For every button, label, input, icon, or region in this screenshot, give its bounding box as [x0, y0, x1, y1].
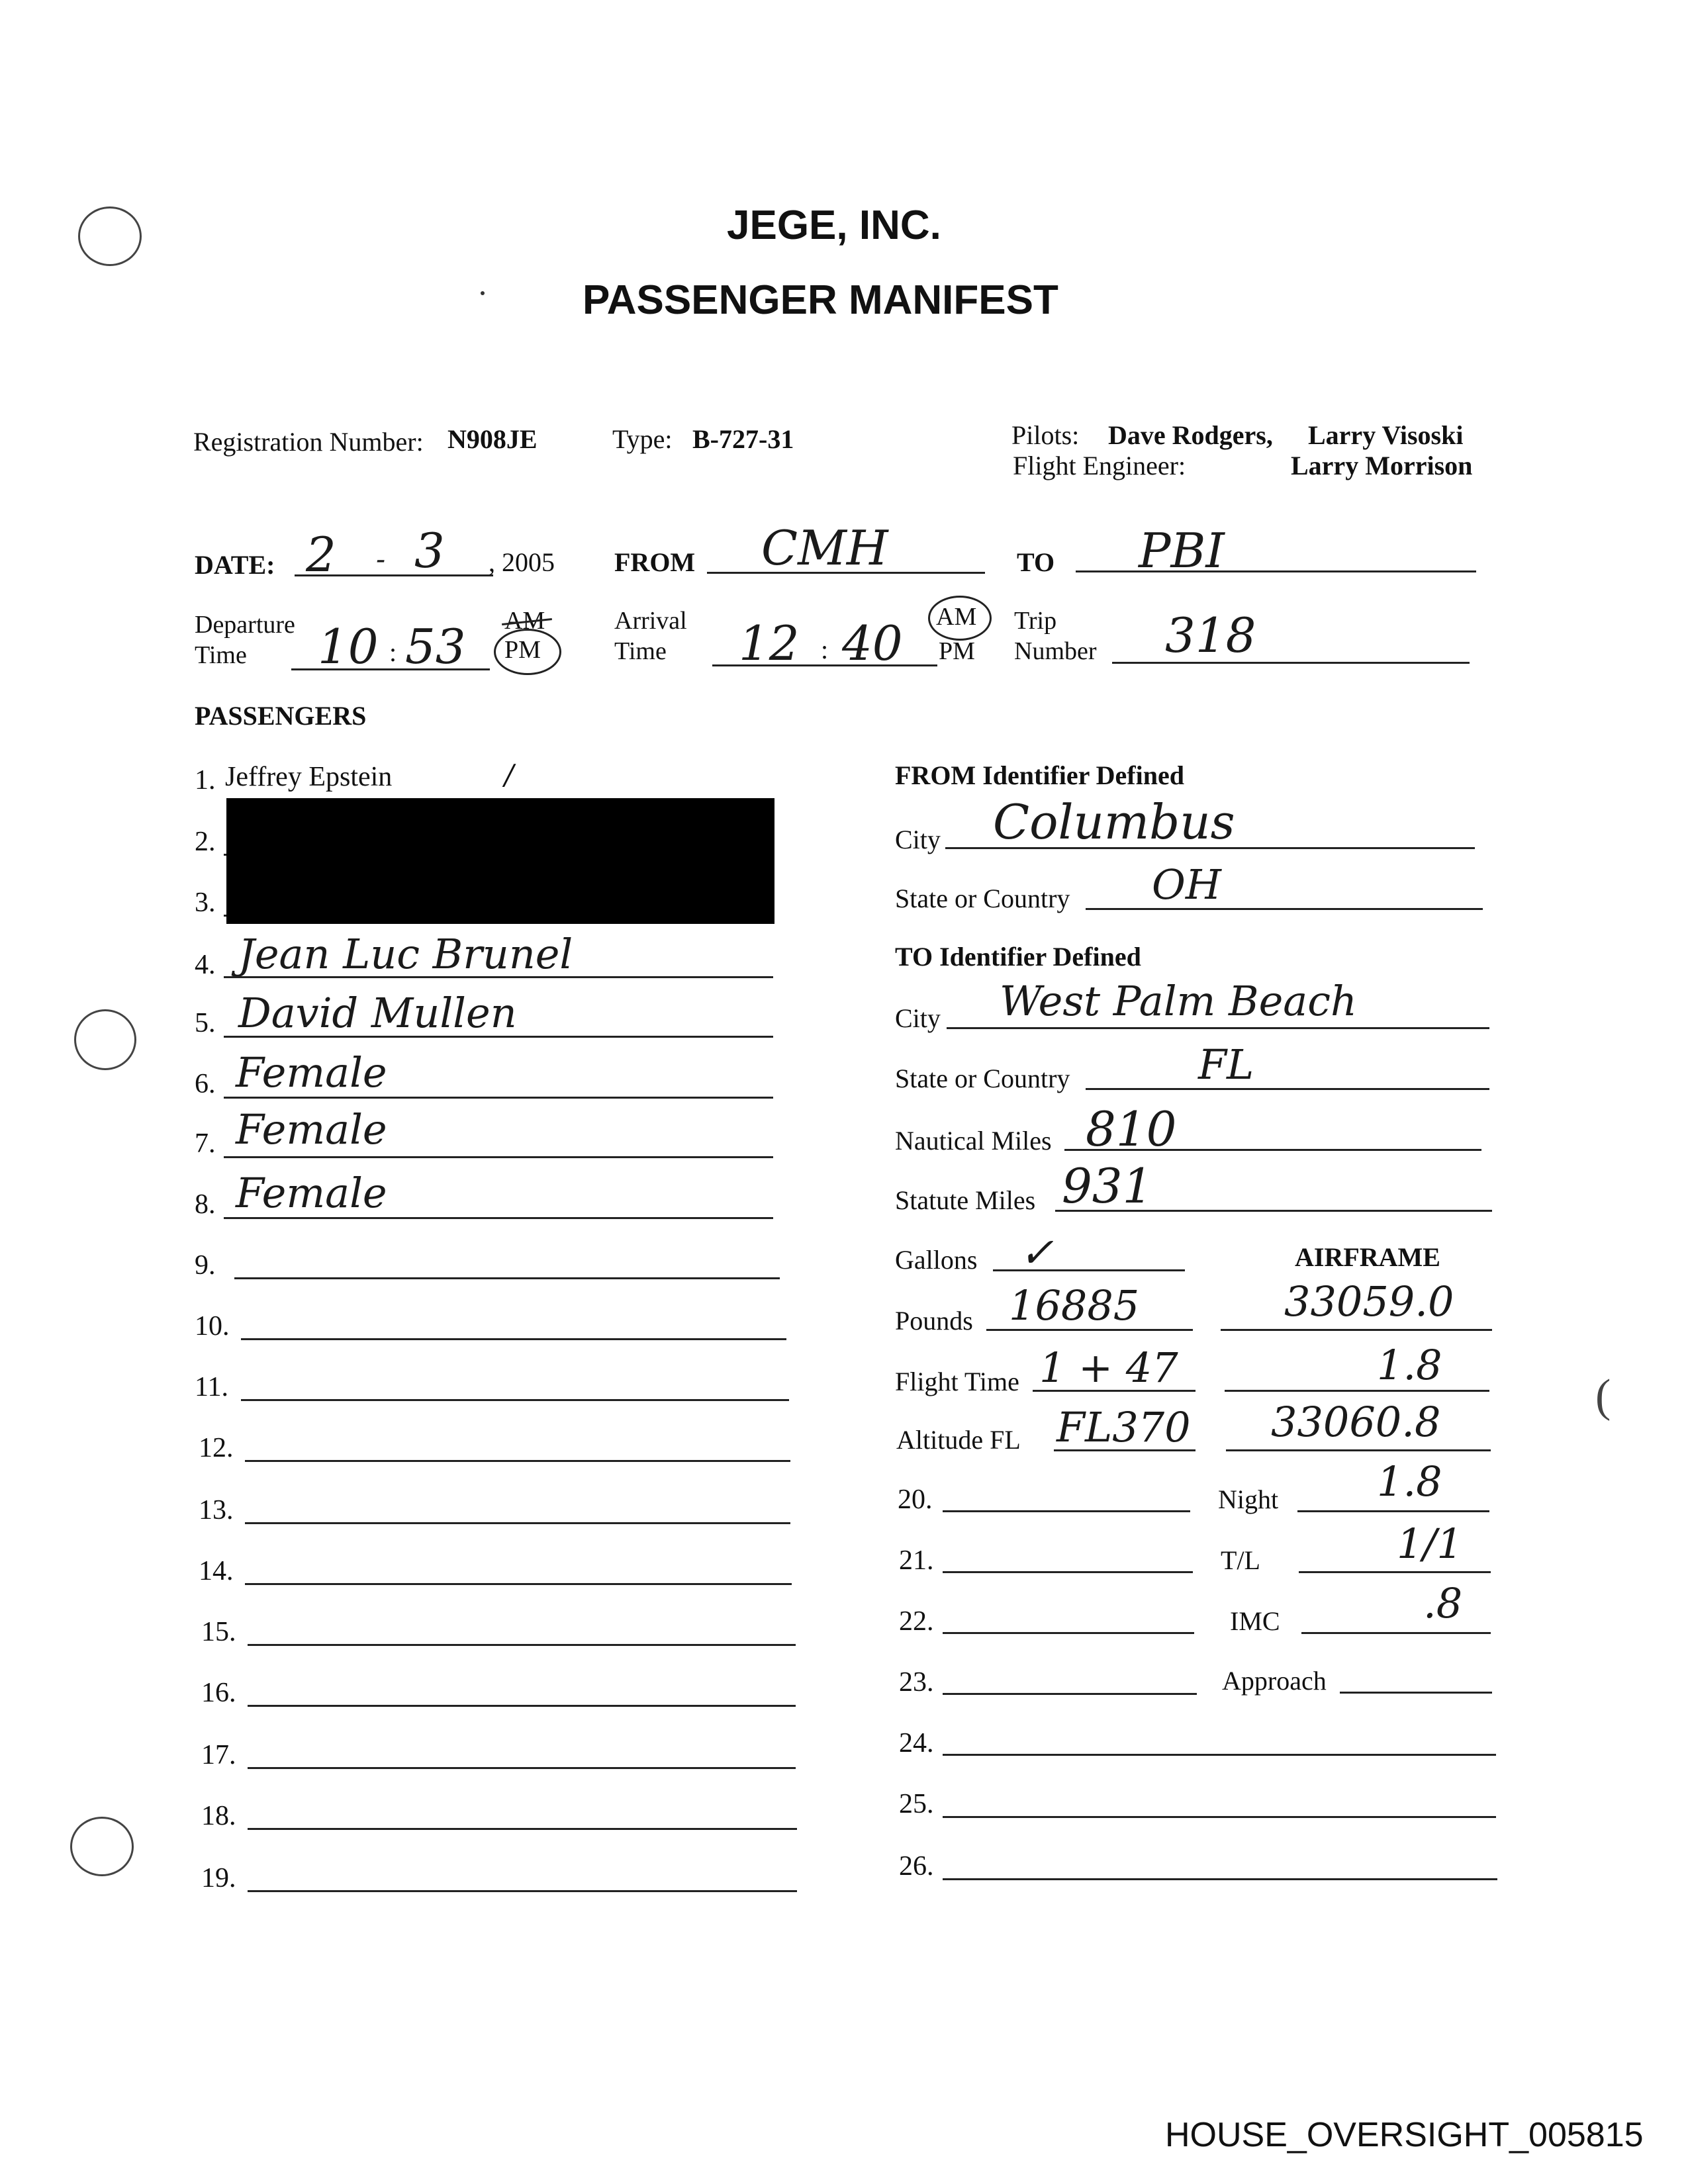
passenger-num: 11.: [195, 1372, 228, 1402]
passenger-name: Jean Luc Brunel: [238, 930, 573, 978]
passenger-num: 5.: [195, 1008, 216, 1038]
pilots-label: Pilots:: [1011, 420, 1080, 450]
passenger-line: [224, 1036, 773, 1038]
passenger-num: 14.: [199, 1556, 234, 1586]
night-line: [1297, 1510, 1489, 1512]
right-row-num: 21.: [899, 1545, 934, 1576]
passenger-num: 8.: [195, 1189, 216, 1220]
date-sep: -: [376, 543, 386, 575]
right-row-num: 22.: [899, 1606, 934, 1637]
date-year: , 2005: [489, 547, 555, 577]
from-value: CMH: [761, 520, 888, 576]
nautical-miles-value: 810: [1086, 1101, 1177, 1157]
passenger-num: 18.: [201, 1801, 236, 1831]
passenger-name: Female: [236, 1169, 387, 1217]
right-row-line: [943, 1754, 1496, 1756]
passenger-line: [224, 976, 773, 978]
to-line: [1076, 570, 1476, 572]
flight-time-decimal: 1.8: [1377, 1341, 1442, 1389]
from-identifier-heading: FROM Identifier Defined: [895, 760, 1184, 790]
arrival-min: 40: [842, 615, 903, 671]
flight-time-decimal-line: [1225, 1390, 1489, 1392]
passenger-num: 13.: [199, 1495, 234, 1525]
to-state-line: [1086, 1088, 1489, 1090]
to-label: TO: [1017, 547, 1055, 577]
passenger-line: [245, 1522, 790, 1524]
right-row-num: 23.: [899, 1667, 934, 1698]
statute-miles-value: 931: [1062, 1158, 1153, 1214]
binder-hole-bottom: [70, 1817, 134, 1876]
right-row-line: [943, 1510, 1190, 1512]
bates-number: HOUSE_OVERSIGHT_005815: [1165, 2116, 1644, 2154]
passenger-num: 19.: [201, 1863, 236, 1893]
arrival-label-1: Arrival: [614, 607, 687, 635]
right-row-num: 25.: [899, 1789, 934, 1819]
passenger-line: [248, 1890, 797, 1892]
right-row-line: [943, 1878, 1497, 1880]
gallons-label: Gallons: [895, 1245, 978, 1275]
company-name: JEGE, INC.: [727, 203, 941, 248]
to-city-label: City: [895, 1003, 941, 1033]
pounds-label: Pounds: [895, 1306, 973, 1336]
passenger-line: [245, 1460, 790, 1462]
registration-label: Registration Number:: [193, 427, 424, 457]
from-city-value: Columbus: [993, 794, 1235, 850]
right-row-line: [943, 1816, 1496, 1818]
trip-label-1: Trip: [1014, 607, 1057, 635]
to-state-label: State or Country: [895, 1064, 1070, 1093]
airframe-start-line: [1221, 1329, 1492, 1331]
passenger-name: Jeffrey Epstein: [225, 762, 393, 792]
departure-hour: 10: [318, 619, 379, 674]
pounds-value: 16885: [1009, 1281, 1140, 1330]
from-label: FROM: [614, 547, 696, 577]
passenger-num: 7.: [195, 1128, 216, 1159]
date-label: DATE:: [195, 550, 275, 580]
date-month: 2: [306, 527, 336, 582]
tl-value: 1/1: [1397, 1520, 1463, 1568]
airframe-heading: AIRFRAME: [1295, 1242, 1440, 1272]
passenger-line: [248, 1644, 796, 1646]
binder-hole-top: [78, 206, 142, 266]
passenger-line: [241, 1399, 789, 1401]
flight-time-label: Flight Time: [895, 1367, 1019, 1396]
passenger-name: Female: [236, 1105, 387, 1154]
passenger-line: [248, 1705, 796, 1707]
passenger-line: [224, 1097, 773, 1099]
arrival-label-2: Time: [614, 637, 667, 665]
nautical-miles-label: Nautical Miles: [895, 1126, 1052, 1156]
arrival-colon: :: [821, 635, 829, 664]
trip-label-2: Number: [1014, 637, 1097, 665]
engineer-label: Flight Engineer:: [1013, 451, 1186, 480]
page-title: PASSENGER MANIFEST: [583, 277, 1058, 323]
night-label: Night: [1218, 1484, 1279, 1514]
passenger-num: 15.: [201, 1617, 236, 1647]
right-row-line: [943, 1693, 1197, 1695]
from-state-line: [1086, 908, 1483, 910]
departure-colon: :: [389, 637, 397, 667]
flight-time-value: 1 + 47: [1039, 1343, 1178, 1392]
passenger-num: 4.: [195, 950, 216, 980]
type-value: B-727-31: [692, 424, 794, 454]
night-value: 1.8: [1377, 1457, 1442, 1506]
tl-label: T/L: [1221, 1545, 1260, 1575]
passenger-line: [241, 1338, 786, 1340]
scan-mark-right: (: [1595, 1371, 1611, 1422]
approach-label: Approach: [1222, 1666, 1327, 1696]
binder-hole-middle: [74, 1009, 136, 1070]
departure-am: AM: [504, 607, 545, 635]
passenger-num: 17.: [201, 1740, 236, 1770]
imc-value: .8: [1423, 1579, 1463, 1627]
to-city-line: [947, 1027, 1489, 1029]
passenger-num: 6.: [195, 1069, 216, 1099]
to-state-value: FL: [1198, 1040, 1254, 1089]
passenger-num: 10.: [195, 1311, 230, 1342]
check-mark: /: [504, 758, 514, 791]
to-value: PBI: [1139, 523, 1225, 578]
right-row-line: [943, 1571, 1193, 1573]
passenger-num: 1.: [195, 765, 216, 796]
from-city-label: City: [895, 825, 941, 854]
passengers-heading: PASSENGERS: [195, 701, 367, 731]
passenger-line: [248, 1767, 796, 1769]
imc-label: IMC: [1230, 1606, 1280, 1636]
right-row-num: 24.: [899, 1728, 934, 1758]
trip-number: 318: [1165, 608, 1256, 663]
approach-line: [1340, 1692, 1492, 1694]
right-row-line: [943, 1632, 1194, 1634]
right-row-num: 26.: [899, 1851, 934, 1882]
altitude-value: FL370: [1056, 1403, 1191, 1451]
date-day: 3: [414, 523, 445, 578]
airframe-end-value: 33060.8: [1271, 1398, 1441, 1446]
passenger-line: [234, 1277, 780, 1279]
from-state-label: State or Country: [895, 884, 1070, 913]
imc-line: [1301, 1632, 1491, 1634]
departure-pm: PM: [504, 636, 541, 664]
scan-dot: [481, 291, 485, 295]
passenger-num: 2.: [195, 827, 216, 857]
passenger-num: 9.: [195, 1250, 216, 1281]
to-identifier-heading: TO Identifier Defined: [895, 942, 1141, 972]
airframe-end-line: [1226, 1449, 1491, 1451]
passenger-num: 3.: [195, 887, 216, 918]
gallons-value: ✓: [1019, 1228, 1054, 1277]
passenger-num: 16.: [201, 1678, 236, 1708]
departure-label-1: Departure: [195, 611, 295, 639]
pilot-1: Dave Rodgers,: [1108, 420, 1273, 450]
pilot-2: Larry Visoski: [1308, 420, 1464, 450]
registration-value: N908JE: [447, 424, 538, 454]
tl-line: [1299, 1571, 1491, 1573]
passenger-name: David Mullen: [238, 989, 517, 1037]
to-city-value: West Palm Beach: [1000, 977, 1357, 1025]
redaction-box: [226, 798, 774, 924]
statute-miles-label: Statute Miles: [895, 1185, 1036, 1215]
passenger-line: [248, 1828, 797, 1830]
passenger-name: Female: [236, 1048, 387, 1097]
passenger-line: [224, 1217, 773, 1219]
from-state-value: OH: [1152, 860, 1221, 909]
passenger-line: [224, 1156, 773, 1158]
right-row-num: 20.: [898, 1484, 933, 1515]
arrival-hour: 12: [739, 615, 800, 671]
type-label: Type:: [612, 424, 673, 454]
arrival-am: AM: [936, 603, 977, 631]
departure-label-2: Time: [195, 641, 247, 669]
passenger-num: 12.: [199, 1433, 234, 1463]
passenger-line: [245, 1583, 792, 1585]
engineer-value: Larry Morrison: [1291, 451, 1473, 480]
altitude-label: Altitude FL: [896, 1425, 1021, 1455]
airframe-start-value: 33059.0: [1284, 1277, 1454, 1326]
departure-min: 53: [405, 619, 466, 674]
arrival-pm: PM: [939, 637, 975, 665]
